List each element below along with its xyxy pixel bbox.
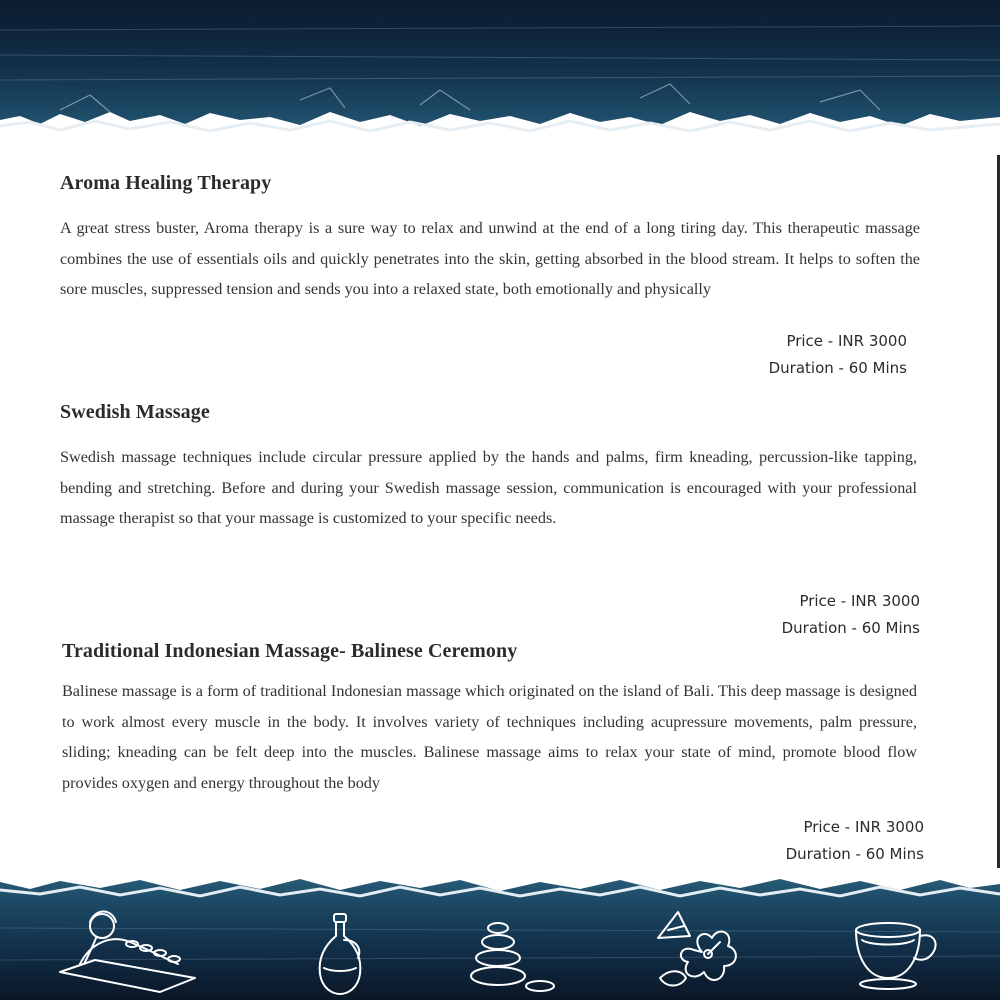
- service-duration: Duration - 60 Mins: [785, 844, 924, 863]
- service-meta: [786, 814, 924, 867]
- teacup-icon: [850, 920, 942, 992]
- stacked-stones-icon: [468, 920, 558, 994]
- service-title: Traditional Indonesian Massage- Balinese Ceremony: [62, 640, 518, 662]
- massage-person-icon: [50, 904, 200, 994]
- service-meta: [769, 328, 907, 381]
- bottom-banner: [0, 868, 1000, 1000]
- service-description: Swedish massage techniques include circular pressure applied by the hands and palms, firm kneading, percussion-like tapping, bending and stretching. Before and during your Swedish massage session, communication is encouraged with your professional massage therapist so that your massage is customized to your specific needs.: [60, 448, 917, 527]
- service-description: A great stress buster, Aroma therapy is a sure way to relax and unwind at the end of a long tiring day. This therapeutic massage combines the use of essentials oils and quickly penetrates into the skin, getting absorbed in the blood stream. It helps to soften the sore muscles, suppressed tension and sends you into a relaxed state, both emotionally and physically: [60, 219, 920, 298]
- service-duration: Duration - 60 Mins: [768, 358, 907, 377]
- service-duration: Duration - 60 Mins: [781, 618, 920, 637]
- service-price: Price - INR 3000: [786, 332, 907, 350]
- service-description: Balinese massage is a form of traditional Indonesian massage which originated on the island of Bali. This deep massage is designed to work almost every muscle in the body. It involves variety of techniques including acupressure movements, palm pressure, sliding; kneading can be felt deep into the muscles. Balinese massage aims to relax your state of mind, promote blood flow provides oxygen and energy throughout the body: [62, 682, 917, 792]
- service-title: Swedish Massage: [60, 401, 210, 423]
- service-price: Price - INR 3000: [799, 592, 920, 610]
- service-meta: [782, 588, 920, 641]
- service-title: Aroma Healing Therapy: [60, 172, 272, 194]
- oil-bottle-icon: [312, 912, 368, 996]
- service-price: Price - INR 3000: [803, 818, 924, 836]
- hibiscus-flower-icon: [650, 908, 742, 996]
